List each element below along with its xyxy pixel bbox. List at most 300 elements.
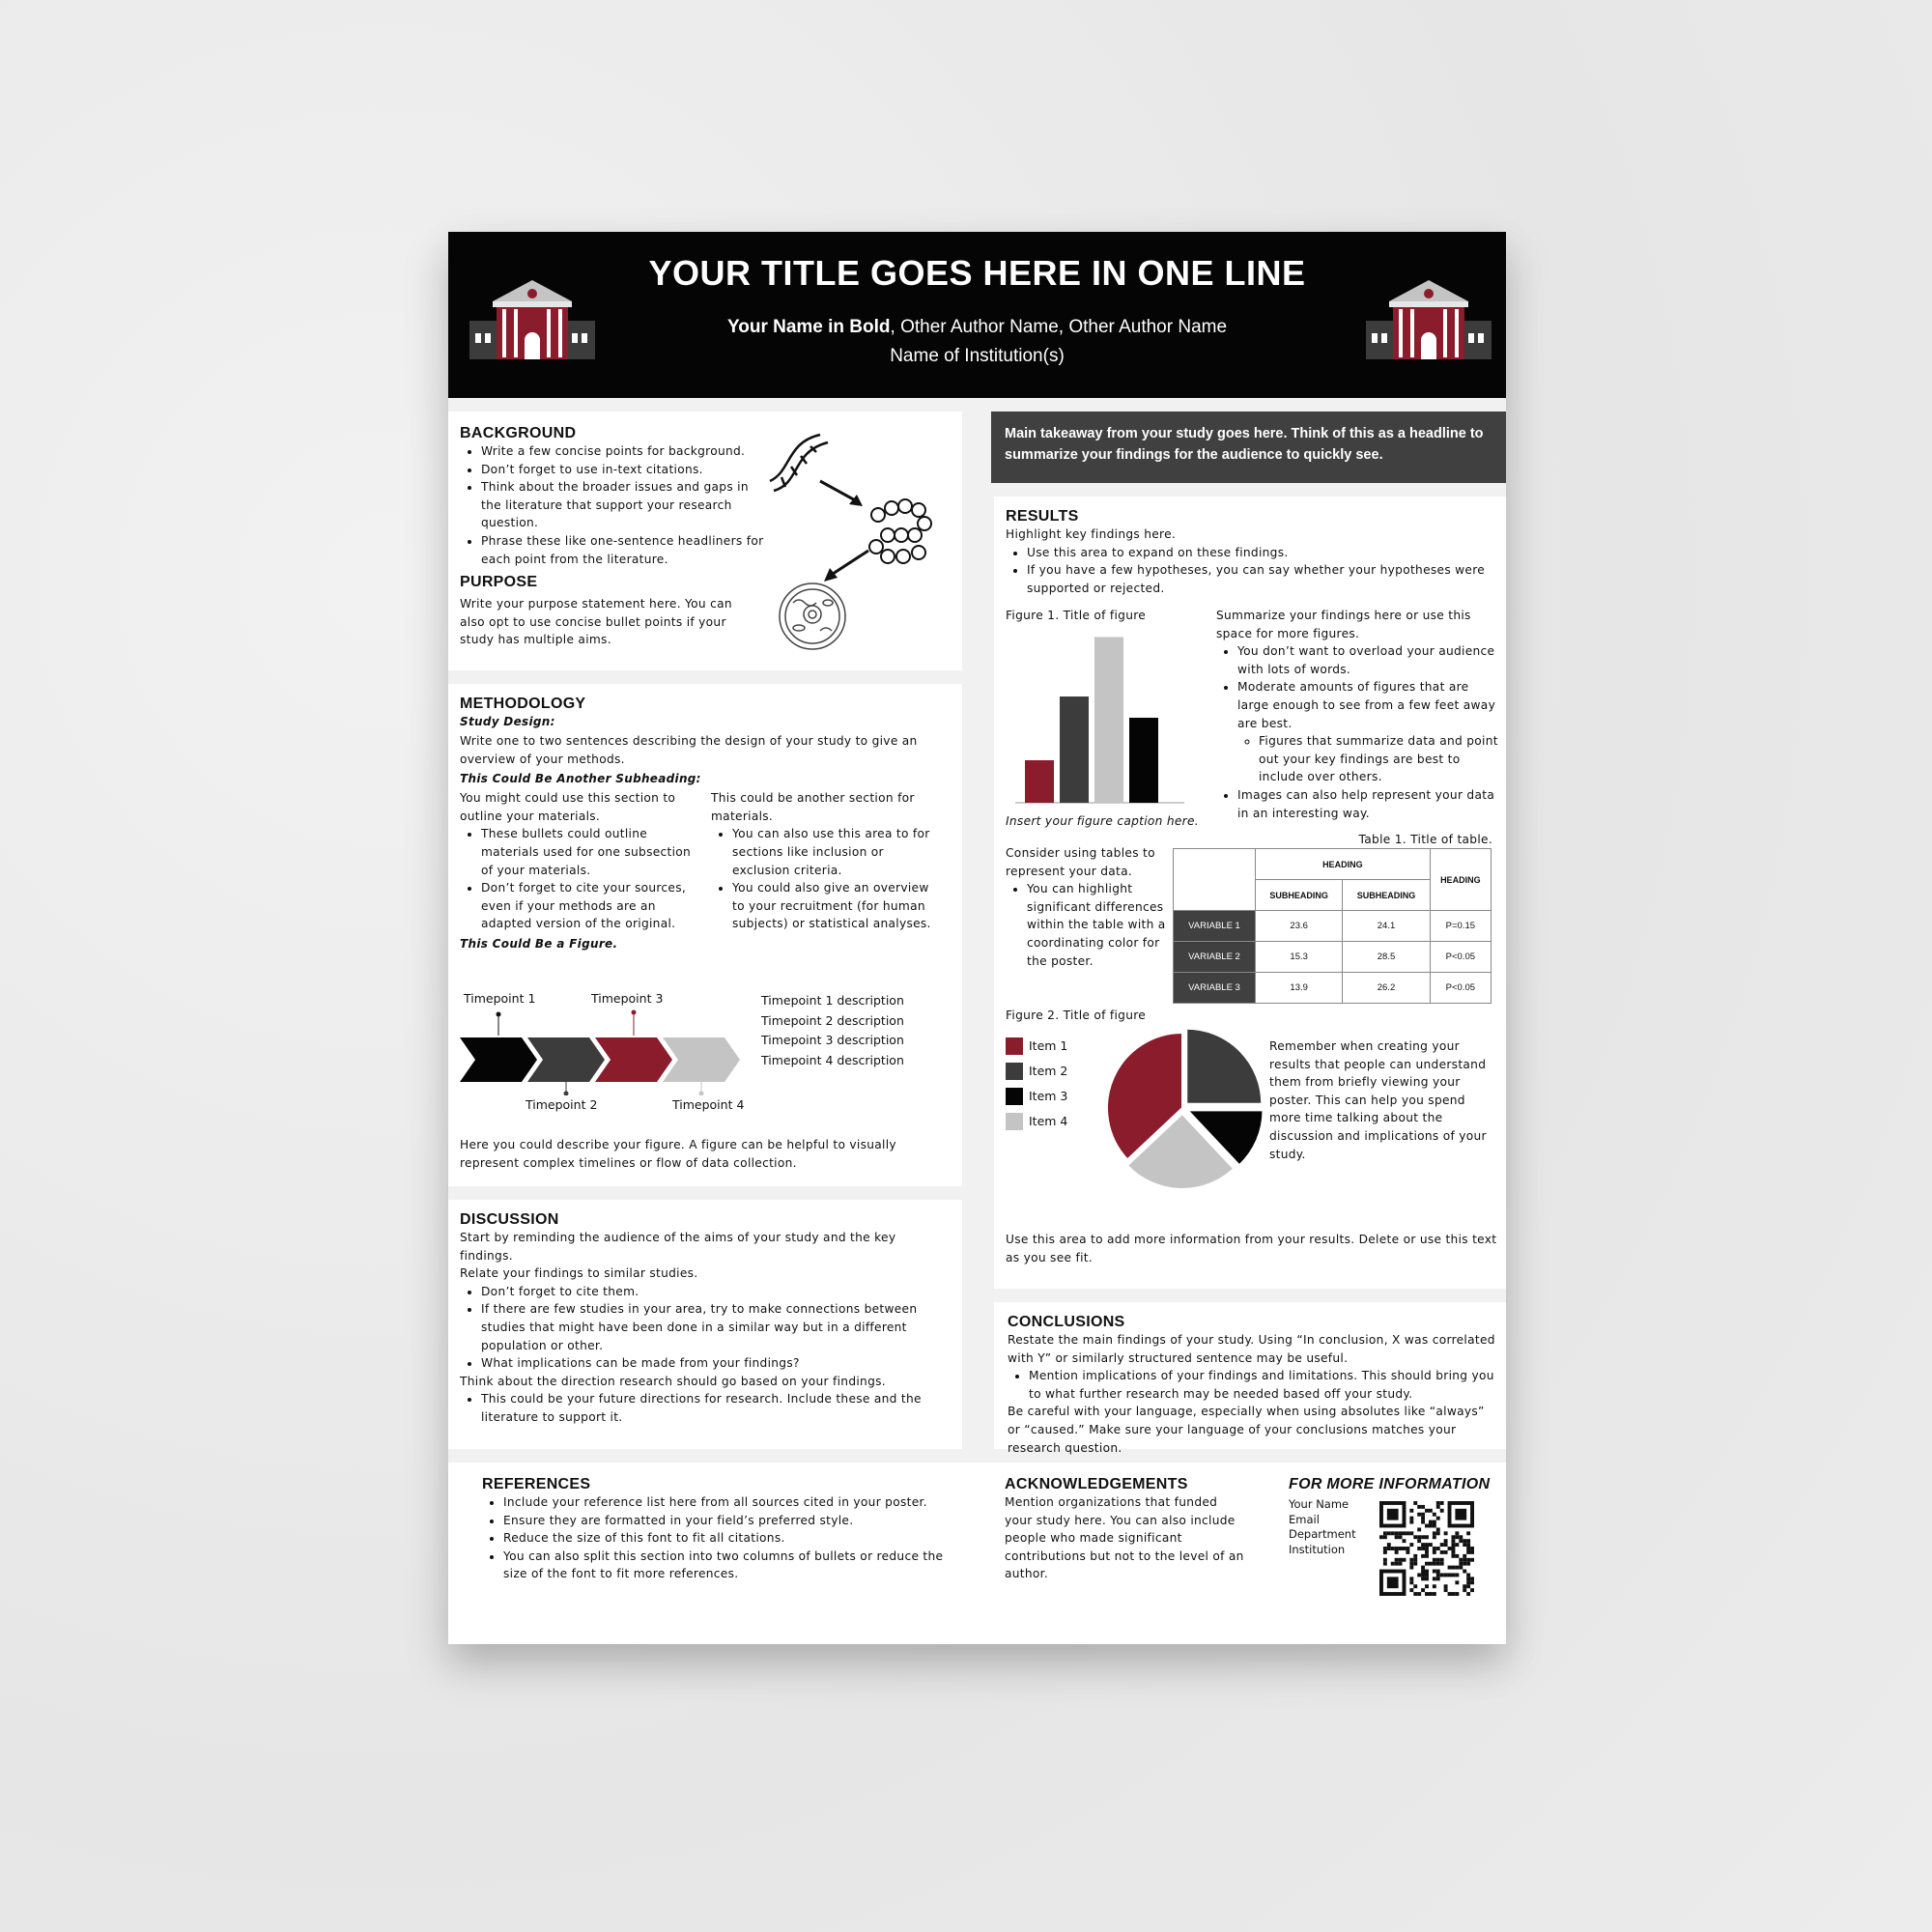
qr-module — [1417, 1505, 1421, 1509]
qr-module — [1444, 1588, 1448, 1592]
qr-module — [1451, 1535, 1455, 1539]
pie-slice — [1186, 1029, 1262, 1104]
qr-module — [1466, 1592, 1470, 1596]
list-item: • You don’t want to overload your audience with lots of words. — [1237, 642, 1498, 678]
qr-module — [1433, 1531, 1436, 1535]
row-label: VARIABLE 1 — [1174, 911, 1256, 942]
design-text: Write one to two sentences describing the design of your study to give an overview of your methods. — [460, 734, 918, 766]
summary-text: Summarize your findings here or use this space for more figures. — [1216, 609, 1471, 640]
methodology-panel — [448, 684, 962, 1186]
qr-module — [1383, 1550, 1387, 1554]
bar — [1129, 718, 1158, 803]
qr-module — [1425, 1573, 1429, 1577]
qr-module — [1383, 1562, 1387, 1566]
table-subheading: SUBHEADING — [1256, 880, 1343, 911]
qr-module — [1470, 1588, 1474, 1592]
figure-2-pie-chart — [1100, 1026, 1264, 1190]
qr-module — [1399, 1547, 1403, 1550]
qr-module — [1425, 1584, 1429, 1588]
qr-module — [1421, 1535, 1425, 1539]
conclusions-text: Be careful with your language, especially when using absolutes like “always” or “caused.” Make sure your language of your conclusions matches your research question. — [1008, 1405, 1485, 1455]
qr-module — [1425, 1524, 1429, 1528]
qr-module — [1455, 1580, 1459, 1584]
conclusions-list — [1008, 1367, 1498, 1403]
materials-text-2: This could be another section for materials. — [711, 791, 915, 823]
qr-module — [1391, 1531, 1395, 1535]
building-icon — [1366, 280, 1492, 377]
timepoint-4-chevron — [663, 1037, 740, 1082]
legend-label: Item 2 — [1029, 1064, 1068, 1078]
table-cell: 24.1 — [1343, 911, 1430, 942]
qr-module — [1409, 1509, 1413, 1513]
table-cell: 26.2 — [1343, 973, 1430, 1004]
qr-module — [1444, 1531, 1448, 1535]
contact-line: Email — [1289, 1512, 1320, 1526]
more-info-heading: FOR MORE INFORMATION — [1289, 1476, 1491, 1492]
qr-module — [1413, 1558, 1417, 1562]
qr-module — [1448, 1592, 1452, 1596]
qr-module — [1387, 1547, 1391, 1550]
row-label: VARIABLE 2 — [1174, 942, 1256, 973]
lead-author: Your Name in Bold — [726, 317, 891, 337]
qr-module — [1409, 1588, 1413, 1592]
figure-description: Here you could describe your figure. A figure can be helpful to visually represent complex timelines or flow of data collection. — [460, 1138, 896, 1170]
qr-module — [1448, 1573, 1452, 1577]
table-heading: HEADING — [1430, 849, 1491, 911]
background-panel — [448, 412, 962, 670]
qr-module — [1466, 1580, 1470, 1584]
qr-module — [1440, 1543, 1444, 1547]
qr-module — [1466, 1573, 1470, 1577]
qr-module — [1463, 1543, 1466, 1547]
figure-1-title: Figure 1. Title of figure — [1006, 609, 1147, 622]
qr-module — [1417, 1527, 1421, 1531]
qr-module — [1466, 1539, 1470, 1543]
qr-finder — [1387, 1577, 1399, 1588]
qr-module — [1406, 1550, 1409, 1554]
table-row — [1174, 942, 1492, 973]
table-heading: HEADING — [1256, 849, 1431, 880]
discussion-text: Relate your findings to similar studies. — [460, 1266, 698, 1281]
qr-module — [1421, 1570, 1425, 1574]
results-intro: Highlight key findings here. — [1006, 527, 1177, 541]
qr-module — [1417, 1547, 1421, 1550]
qr-module — [1463, 1588, 1466, 1592]
table-row — [1174, 911, 1492, 942]
qr-module — [1433, 1524, 1436, 1528]
table-corner — [1174, 849, 1256, 911]
list-item: • You can also use this area to for sections like inclusion or exclusion criteria. — [732, 825, 943, 879]
qr-module — [1425, 1554, 1429, 1558]
bar — [1025, 760, 1054, 803]
list-item: • Don’t forget to cite your sources, even if your methods are an adapted version of the original. — [481, 879, 692, 933]
list-item: • If you have a few hypotheses, you can say whether your hypotheses were supported or rejected. — [1027, 561, 1498, 597]
qr-module — [1470, 1580, 1474, 1584]
qr-module — [1409, 1543, 1413, 1547]
qr-module — [1455, 1535, 1459, 1539]
qr-module — [1436, 1558, 1440, 1562]
list-item: • Images can also help represent your data in an interesting way. — [1237, 786, 1498, 822]
qr-module — [1436, 1562, 1440, 1566]
qr-module — [1409, 1562, 1413, 1566]
qr-module — [1440, 1562, 1444, 1566]
background-list — [460, 442, 769, 568]
qr-module — [1459, 1539, 1463, 1543]
qr-module — [1451, 1566, 1455, 1570]
results-summary — [1216, 607, 1498, 822]
qr-module — [1399, 1562, 1403, 1566]
qr-module — [1395, 1562, 1399, 1566]
qr-module — [1387, 1543, 1391, 1547]
qr-module — [1403, 1531, 1406, 1535]
bar — [1060, 696, 1089, 803]
qr-module — [1455, 1543, 1459, 1547]
qr-module — [1421, 1513, 1425, 1517]
qr-module — [1466, 1547, 1470, 1550]
qr-module — [1459, 1535, 1463, 1539]
timeline-figure — [460, 991, 952, 1117]
qr-module — [1387, 1531, 1391, 1535]
qr-module — [1466, 1531, 1470, 1535]
summary-sublist — [1216, 732, 1498, 786]
poster — [448, 232, 1506, 1644]
qr-module — [1409, 1580, 1413, 1584]
qr-module — [1421, 1543, 1425, 1547]
arrow-icon — [820, 481, 859, 502]
qr-module — [1436, 1527, 1440, 1531]
contact-line: Department — [1289, 1527, 1356, 1541]
dna-to-cell-illustration — [762, 423, 955, 655]
figure-2-text: Remember when creating your results that people can understand them from briefly viewing your poster. This can help you spend more time talking about the discussion and implications of your study. — [1269, 1039, 1487, 1161]
qr-module — [1444, 1550, 1448, 1554]
qr-module — [1448, 1547, 1452, 1550]
qr-module — [1409, 1566, 1413, 1570]
qr-module — [1406, 1531, 1409, 1535]
references-heading: REFERENCES — [482, 1476, 591, 1492]
table-cell: P<0.05 — [1430, 973, 1491, 1004]
row-label: VARIABLE 3 — [1174, 973, 1256, 1004]
qr-module — [1448, 1566, 1452, 1570]
qr-module — [1417, 1535, 1421, 1539]
figure-1-bar-chart — [1006, 625, 1199, 807]
other-authors: , Other Author Name, Other Author Name — [890, 317, 1228, 337]
timepoint-1-chevron — [460, 1037, 537, 1082]
figure-subheading: This Could Be a Figure. — [460, 936, 618, 951]
qr-module — [1409, 1517, 1413, 1520]
legend-item — [1006, 1109, 1067, 1134]
timepoint-description: Timepoint 2 description — [761, 1012, 904, 1028]
timepoint-label: Timepoint 2 — [526, 1097, 598, 1112]
qr-module — [1463, 1558, 1466, 1562]
figure-2-title: Figure 2. Title of figure — [1006, 1009, 1147, 1022]
qr-module — [1421, 1554, 1425, 1558]
table-text: Consider using tables to represent your data. — [1006, 846, 1155, 878]
results-table — [1173, 848, 1492, 1004]
legend-item — [1006, 1084, 1067, 1109]
qr-module — [1463, 1562, 1466, 1566]
list-item: • You can highlight significant differences within the table with a coordinating color for the poster. — [1027, 880, 1170, 970]
legend-label: Item 4 — [1029, 1114, 1068, 1128]
qr-module — [1466, 1584, 1470, 1588]
materials-text: You might could use this section to outline your materials. — [460, 791, 676, 823]
qr-module — [1425, 1562, 1429, 1566]
qr-module — [1425, 1543, 1429, 1547]
qr-finder — [1455, 1509, 1466, 1520]
table-cell: P=0.15 — [1430, 911, 1491, 942]
qr-module — [1444, 1573, 1448, 1577]
qr-module — [1459, 1558, 1463, 1562]
qr-module — [1395, 1547, 1399, 1550]
qr-module — [1433, 1592, 1436, 1596]
qr-module — [1433, 1577, 1436, 1580]
qr-module — [1395, 1535, 1399, 1539]
methodology-heading: METHODOLOGY — [460, 696, 586, 712]
qr-module — [1413, 1535, 1417, 1539]
qr-finder — [1387, 1509, 1399, 1520]
list-item: • Moderate amounts of figures that are large enough to see from a few feet away are best. — [1237, 678, 1498, 732]
acknowledgements-text: Mention organizations that funded your study here. You can also include people who made significant contributions but not to the level of an author. — [1005, 1495, 1244, 1581]
table-cell: P<0.05 — [1430, 942, 1491, 973]
bar — [1094, 637, 1123, 803]
discussion-heading: DISCUSSION — [460, 1211, 559, 1228]
list-item: • What implications can be made from your findings? — [481, 1354, 948, 1373]
qr-module — [1455, 1554, 1459, 1558]
qr-module — [1466, 1543, 1470, 1547]
qr-module — [1403, 1547, 1406, 1550]
qr-module — [1391, 1547, 1395, 1550]
list-item: • You could also give an overview to your recruitment (for human subjects) or statistical analyses. — [732, 879, 943, 933]
qr-module — [1413, 1562, 1417, 1566]
qr-module — [1429, 1509, 1433, 1513]
qr-module — [1463, 1584, 1466, 1588]
qr-module — [1395, 1550, 1399, 1554]
timepoint-description: Timepoint 3 description — [761, 1033, 904, 1047]
qr-module — [1436, 1501, 1440, 1505]
qr-module — [1466, 1577, 1470, 1580]
qr-module — [1383, 1558, 1387, 1562]
qr-module — [1455, 1573, 1459, 1577]
qr-module — [1451, 1554, 1455, 1558]
qr-module — [1433, 1558, 1436, 1562]
timepoint-description: Timepoint 4 description — [761, 1052, 904, 1067]
conclusions-panel — [994, 1302, 1506, 1455]
timepoint-2-chevron — [527, 1037, 605, 1082]
institution: Name of Institution(s) — [890, 346, 1065, 366]
qr-module — [1451, 1547, 1455, 1550]
results-heading: RESULTS — [1006, 508, 1079, 525]
qr-module — [1440, 1558, 1444, 1562]
qr-module — [1440, 1501, 1444, 1505]
discussion-panel — [448, 1200, 962, 1449]
list-item: • Don’t forget to use in-text citations. — [481, 461, 769, 479]
table-subheading: SUBHEADING — [1343, 880, 1430, 911]
results-closing: Use this area to add more information from your results. Delete or use this text as you see fit. — [1006, 1233, 1497, 1264]
figure-1 — [1006, 607, 1199, 830]
qr-module — [1429, 1562, 1433, 1566]
qr-module — [1466, 1550, 1470, 1554]
qr-module — [1459, 1562, 1463, 1566]
table-note — [1006, 844, 1170, 970]
qr-module — [1425, 1509, 1429, 1513]
qr-module — [1470, 1577, 1474, 1580]
list-item: • Think about the broader issues and gaps in the literature that support your research question. — [481, 478, 769, 532]
qr-module — [1406, 1547, 1409, 1550]
qr-module — [1463, 1554, 1466, 1558]
contact-line: Your Name — [1289, 1497, 1350, 1511]
qr-module — [1433, 1513, 1436, 1517]
materials-list-2 — [711, 825, 943, 933]
legend-item — [1006, 1059, 1067, 1084]
qr-module — [1425, 1550, 1429, 1554]
qr-module — [1433, 1562, 1436, 1566]
contact-line: Institution — [1289, 1542, 1346, 1556]
qr-module — [1436, 1517, 1440, 1520]
list-item: • Use this area to expand on these findings. — [1027, 544, 1498, 562]
qr-module — [1421, 1588, 1425, 1592]
qr-module — [1421, 1573, 1425, 1577]
qr-module — [1429, 1592, 1433, 1596]
acknowledgements-heading: ACKNOWLEDGEMENTS — [1005, 1476, 1188, 1492]
qr-module — [1417, 1513, 1421, 1517]
qr-module — [1436, 1531, 1440, 1535]
table-row — [1174, 973, 1492, 1004]
qr-module — [1425, 1577, 1429, 1580]
qr-module — [1383, 1535, 1387, 1539]
qr-module — [1436, 1505, 1440, 1509]
conclusions-heading: CONCLUSIONS — [1008, 1314, 1125, 1330]
qr-module — [1425, 1547, 1429, 1550]
qr-module — [1395, 1558, 1399, 1562]
qr-module — [1403, 1539, 1406, 1543]
pie-legend — [1006, 1034, 1067, 1134]
discussion-list — [460, 1283, 948, 1373]
qr-module — [1421, 1517, 1425, 1520]
timeline-arrows — [460, 1009, 750, 1095]
qr-module — [1399, 1558, 1403, 1562]
qr-module — [1383, 1531, 1387, 1535]
qr-module — [1391, 1562, 1395, 1566]
qr-module — [1413, 1584, 1417, 1588]
qr-module — [1451, 1539, 1455, 1543]
qr-module — [1433, 1547, 1436, 1550]
purpose-text: Write your purpose statement here. You can also opt to use concise bullet points if your study has multiple aims. — [460, 597, 732, 647]
list-item: • Reduce the size of this font to fit all citations. — [503, 1529, 955, 1548]
poster-title: YOUR TITLE GOES HERE IN ONE LINE — [648, 253, 1306, 293]
legend-item — [1006, 1034, 1067, 1059]
qr-module — [1421, 1566, 1425, 1570]
qr-module — [1429, 1520, 1433, 1524]
qr-module — [1379, 1535, 1383, 1539]
references-list — [482, 1493, 955, 1583]
discussion-text: Start by reminding the audience of the aims of your study and the key findings. — [460, 1231, 896, 1263]
qr-module — [1466, 1562, 1470, 1566]
qr-module — [1444, 1539, 1448, 1543]
legend-label: Item 1 — [1029, 1038, 1068, 1053]
qr-module — [1433, 1584, 1436, 1588]
cell-icon — [780, 583, 845, 649]
qr-module — [1429, 1524, 1433, 1528]
qr-module — [1455, 1592, 1459, 1596]
qr-module — [1403, 1558, 1406, 1562]
qr-module — [1436, 1570, 1440, 1574]
list-item: • Mention implications of your findings and limitations. This should bring you to what further research may be needed based off your study. — [1029, 1367, 1498, 1403]
qr-module — [1413, 1554, 1417, 1558]
legend-label: Item 3 — [1029, 1089, 1068, 1103]
qr-module — [1451, 1550, 1455, 1554]
qr-module — [1429, 1543, 1433, 1547]
qr-module — [1395, 1531, 1399, 1535]
qr-module — [1409, 1558, 1413, 1562]
qr-module — [1425, 1570, 1429, 1574]
timepoint-label: Timepoint 1 — [464, 991, 536, 1006]
protein-chain-icon — [869, 499, 931, 563]
qr-module — [1421, 1520, 1425, 1524]
background-heading: BACKGROUND — [460, 425, 577, 441]
qr-module — [1470, 1558, 1474, 1562]
qr-module — [1436, 1573, 1440, 1577]
table-cell: 23.6 — [1256, 911, 1343, 942]
qr-module — [1417, 1573, 1421, 1577]
results-list — [1006, 544, 1498, 598]
qr-module — [1440, 1550, 1444, 1554]
list-item: • Write a few concise points for background. — [481, 442, 769, 461]
qr-module — [1455, 1531, 1459, 1535]
qr-module — [1459, 1566, 1463, 1570]
qr-module — [1425, 1592, 1429, 1596]
list-item: • Don’t forget to cite them. — [481, 1283, 948, 1301]
list-item: • If there are few studies in your area, try to make connections between studies that might have been done in a similar way but in a different population or other. — [481, 1300, 948, 1354]
table-title: Table 1. Title of table. — [1358, 833, 1492, 846]
timepoint-3-chevron — [595, 1037, 672, 1082]
qr-module — [1451, 1592, 1455, 1596]
qr-module — [1470, 1550, 1474, 1554]
table-cell: 28.5 — [1343, 942, 1430, 973]
qr-module — [1455, 1566, 1459, 1570]
table-list — [1006, 880, 1170, 970]
list-item: • Phrase these like one-sentence headliners for each point from the literature. — [481, 532, 769, 568]
qr-module — [1436, 1547, 1440, 1550]
qr-code[interactable] — [1379, 1501, 1474, 1596]
timepoint-label: Timepoint 4 — [672, 1097, 745, 1112]
qr-module — [1409, 1531, 1413, 1535]
list-item: • Ensure they are formatted in your field’s preferred style. — [503, 1512, 955, 1530]
qr-module — [1444, 1543, 1448, 1547]
qr-module — [1413, 1501, 1417, 1505]
qr-module — [1440, 1573, 1444, 1577]
qr-module — [1436, 1577, 1440, 1580]
results-panel — [994, 497, 1506, 1289]
table-cell: 15.3 — [1256, 942, 1343, 973]
timepoint-descriptions — [761, 991, 904, 1070]
qr-module — [1417, 1539, 1421, 1543]
qr-module — [1466, 1558, 1470, 1562]
qr-module — [1399, 1531, 1403, 1535]
qr-module — [1421, 1547, 1425, 1550]
qr-module — [1433, 1570, 1436, 1574]
list-item: • You can also split this section into two columns of bullets or reduce the size of the font to fit more references. — [503, 1548, 955, 1583]
figure-1-caption: Insert your figure caption here. — [1006, 813, 1199, 828]
qr-module — [1425, 1535, 1429, 1539]
table-cell: 13.9 — [1256, 973, 1343, 1004]
qr-module — [1451, 1573, 1455, 1577]
study-design-subheading: Study Design: — [460, 715, 555, 728]
discussion-text: Think about the direction research should go based on your findings. — [460, 1374, 886, 1388]
qr-module — [1383, 1547, 1387, 1550]
qr-module — [1433, 1550, 1436, 1554]
qr-module — [1413, 1592, 1417, 1596]
another-subheading: This Could Be Another Subheading: — [460, 772, 701, 786]
timepoint-description: Timepoint 1 description — [761, 993, 904, 1008]
